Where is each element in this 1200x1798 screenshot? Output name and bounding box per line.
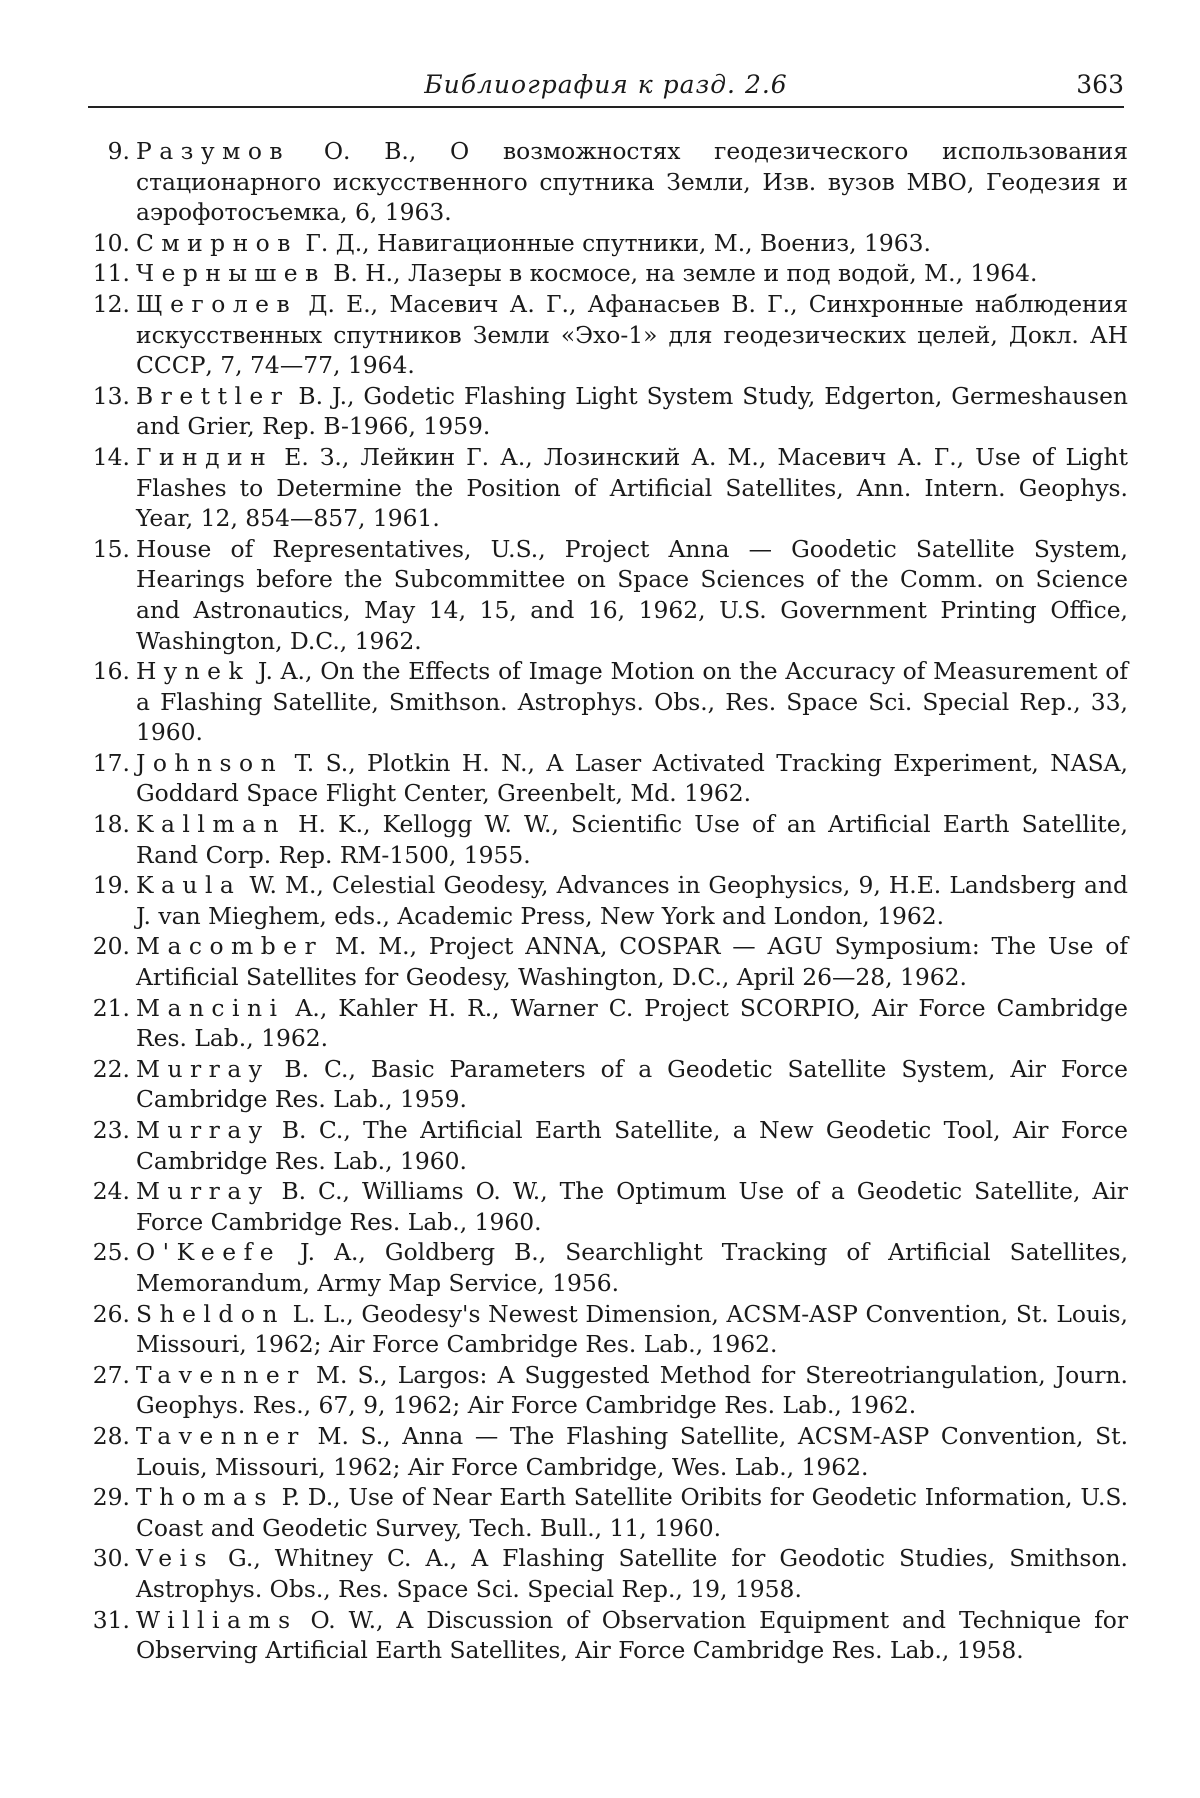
reference-number: 28. bbox=[92, 1421, 130, 1450]
reference-author: Kallman bbox=[136, 810, 286, 839]
reference-author: Murray bbox=[136, 1177, 270, 1206]
reference-author: O'Keefe bbox=[136, 1238, 282, 1267]
reference-number: 11. bbox=[92, 259, 130, 288]
reference-text: M. S., Anna — The Flashing Satellite, ACSM-ASP Convention, St. Louis, Missouri, 1962; Air Force Cambridge, Wes. Lab., 1962. bbox=[136, 1421, 1128, 1481]
reference-number: 24. bbox=[92, 1177, 130, 1206]
reference-item bbox=[78, 748, 1128, 809]
reference-author: Thomas bbox=[136, 1483, 274, 1512]
reference-author: Brettler bbox=[136, 381, 290, 410]
reference-number: 27. bbox=[92, 1360, 130, 1389]
reference-item bbox=[78, 931, 1128, 992]
reference-author: Tavenner bbox=[136, 1360, 306, 1389]
reference-number: 9. bbox=[107, 137, 130, 165]
reference-number: 31. bbox=[92, 1605, 130, 1634]
reference-text: G., Whitney C. A., A Flashing Satellite for Geodotic Studies, Smithson. Astrophys. Obs., Res. Space Sci. Special Rep., 19, 1958. bbox=[136, 1544, 1128, 1603]
reference-item bbox=[78, 136, 1128, 228]
reference-number: 12. bbox=[92, 289, 130, 318]
reference-author: Kaula bbox=[136, 871, 242, 900]
reference-text: O. W., A Discussion of Observation Equipment and Technique for Observing Artificial Earth Satellites, Air Force Cambridge Res. Lab., 1958. bbox=[136, 1605, 1128, 1665]
reference-item bbox=[78, 534, 1128, 656]
reference-author: Murray bbox=[136, 1054, 270, 1083]
reference-number: 19. bbox=[92, 871, 130, 900]
reference-author: Разумов bbox=[136, 137, 291, 165]
reference-author: Hynek bbox=[136, 657, 251, 686]
reference-text: Д. Е., Масевич А. Г., Афанасьев В. Г., Синхронные наблюдения искусственных спутников Земли «Эхо-1» для геодезических целей, Докл. АН СССР, 7, 74—77, 1964. bbox=[136, 289, 1128, 380]
reference-text: M. M., Project ANNA, COSPAR — AGU Symposium: The Use of Artificial Satellites for Geodesy, Washington, D.C., April 26—28, 1962. bbox=[136, 932, 1128, 992]
running-header bbox=[88, 70, 1124, 110]
reference-number: 10. bbox=[92, 228, 130, 257]
reference-item bbox=[78, 1299, 1128, 1360]
reference-item bbox=[78, 809, 1128, 870]
reference-number: 22. bbox=[92, 1054, 130, 1083]
reference-author: Williams bbox=[136, 1605, 298, 1634]
reference-item bbox=[78, 1482, 1128, 1543]
reference-text: B. C., The Artificial Earth Satellite, a New Geodetic Tool, Air Force Cambridge Res. Lab., 1960. bbox=[136, 1116, 1128, 1175]
reference-item bbox=[78, 870, 1128, 931]
reference-list bbox=[78, 136, 1128, 1666]
reference-item bbox=[78, 1421, 1128, 1482]
reference-text: В. Н., Лазеры в космосе, на земле и под водой, М., 1964. bbox=[325, 259, 1038, 288]
reference-number: 20. bbox=[92, 932, 130, 961]
reference-number: 25. bbox=[92, 1238, 130, 1267]
reference-item bbox=[78, 656, 1128, 748]
reference-number: 23. bbox=[92, 1116, 130, 1144]
reference-item bbox=[78, 1176, 1128, 1237]
reference-author: Mancini bbox=[136, 993, 285, 1022]
reference-text: T. S., Plotkin H. N., A Laser Activated Tracking Experiment, NASA, Goddard Space Flight Center, Greenbelt, Md. 1962. bbox=[136, 748, 1128, 808]
reference-text: B. J., Godetic Flashing Light System Study, Edgerton, Germeshausen and Grier, Rep. B-1966, 1959. bbox=[136, 381, 1128, 441]
reference-text: W. M., Celestial Geodesy, Advances in Geophysics, 9, H.E. Landsberg and J. van Mieghem, eds., Academic Press, New York and London, 1962. bbox=[136, 871, 1128, 930]
reference-item bbox=[78, 1605, 1128, 1666]
reference-item bbox=[78, 1115, 1128, 1176]
reference-author: Macomber bbox=[136, 932, 324, 961]
reference-text: J. A., Goldberg B., Searchlight Tracking of Artificial Satellites, Memorandum, Army Map Service, 1956. bbox=[136, 1238, 1128, 1297]
reference-number: 13. bbox=[92, 381, 130, 410]
reference-item bbox=[78, 1543, 1128, 1604]
reference-number: 15. bbox=[92, 534, 130, 563]
reference-author: Johnson bbox=[136, 748, 284, 777]
reference-number: 21. bbox=[92, 993, 130, 1022]
reference-text: P. D., Use of Near Earth Satellite Oribits for Geodetic Information, U.S. Coast and Geodetic Survey, Tech. Bull., 11, 1960. bbox=[136, 1483, 1128, 1542]
reference-author: Чернышев bbox=[136, 259, 326, 288]
reference-author: Щеголев bbox=[136, 289, 298, 318]
reference-number: 17. bbox=[92, 748, 130, 777]
reference-text: B. C., Williams O. W., The Optimum Use of a Geodetic Satellite, Air Force Cambridge Res. Lab., 1960. bbox=[136, 1177, 1128, 1236]
reference-item bbox=[78, 289, 1128, 381]
reference-number: 14. bbox=[92, 442, 130, 471]
reference-text: House of Representatives, U.S., Project Anna — Goodetic Satellite System, Hearings before the Subcommittee on Space Sciences of the Comm. on Science and Astronautics, May 14, 15, and 16, 1962, U.S. Government Printing Office, Washington, D.C., 1962. bbox=[136, 534, 1128, 655]
reference-text: J. A., On the Effects of Image Motion on the Accuracy of Measurement of a Flashing Satellite, Smithson. Astrophys. Obs., Res. Space Sci. Special Rep., 33, 1960. bbox=[136, 657, 1128, 747]
reference-author: Murray bbox=[136, 1116, 270, 1144]
reference-item bbox=[78, 381, 1128, 442]
page-number: 363 bbox=[1076, 70, 1124, 99]
reference-number: 16. bbox=[92, 657, 130, 686]
reference-item bbox=[78, 1360, 1128, 1421]
running-title: Библиография к разд. 2.6 bbox=[424, 70, 788, 99]
reference-number: 30. bbox=[92, 1544, 130, 1573]
reference-text: A., Kahler H. R., Warner C. Project SCORPIO, Air Force Cambridge Res. Lab., 1962. bbox=[136, 993, 1128, 1053]
reference-number: 18. bbox=[92, 810, 130, 839]
reference-author: Смирнов bbox=[136, 228, 298, 257]
reference-author: Veis bbox=[136, 1544, 215, 1573]
reference-author: Гиндин bbox=[136, 442, 274, 471]
reference-text: B. C., Basic Parameters of a Geodetic Satellite System, Air Force Cambridge Res. Lab., 1959. bbox=[136, 1054, 1128, 1114]
reference-number: 26. bbox=[92, 1299, 130, 1328]
reference-text: Е. З., Лейкин Г. А., Лозинский А. М., Масевич А. Г., Use of Light Flashes to Determine the Position of Artificial Satellites, Ann. Intern. Geophys. Year, 12, 854—857, 1961. bbox=[136, 442, 1128, 533]
reference-text: L. L., Geodesy's Newest Dimension, ACSM-ASP Convention, St. Louis, Missouri, 1962; Air Force Cambridge Res. Lab., 1962. bbox=[136, 1299, 1128, 1359]
reference-author: Sheldon bbox=[136, 1299, 285, 1328]
reference-item bbox=[78, 993, 1128, 1054]
header-rule bbox=[88, 106, 1124, 108]
reference-item bbox=[78, 442, 1128, 534]
reference-item bbox=[78, 228, 1128, 259]
reference-text: О. В., О возможностях геодезического использования стационарного искусственного спутника Земли, Изв. вузов МВО, Геодезия и аэрофотосъемка, 6, 1963. bbox=[136, 137, 1128, 227]
reference-number: 29. bbox=[92, 1483, 130, 1512]
reference-text: M. S., Largos: A Suggested Method for Stereotriangulation, Journ. Geophys. Res., 67, 9, 1962; Air Force Cambridge Res. Lab., 1962. bbox=[136, 1360, 1128, 1420]
reference-text: H. K., Kellogg W. W., Scientific Use of an Artificial Earth Satellite, Rand Corp. Rep. RM-1500, 1955. bbox=[136, 810, 1128, 869]
reference-item bbox=[78, 1054, 1128, 1115]
reference-item bbox=[78, 1237, 1128, 1298]
reference-text: Г. Д., Навигационные спутники, М., Воениз, 1963. bbox=[297, 228, 931, 257]
reference-item bbox=[78, 258, 1128, 289]
reference-author: Tavenner bbox=[136, 1421, 306, 1450]
